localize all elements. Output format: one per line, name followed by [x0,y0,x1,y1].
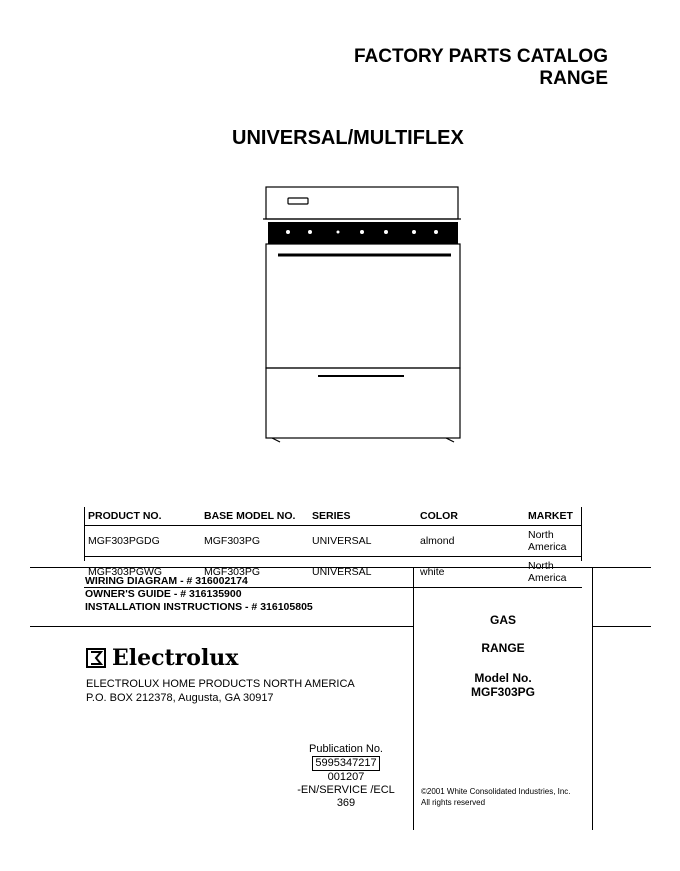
copyright [421,786,571,808]
divider-top [30,567,651,568]
copyright-line-2: All rights reserved [421,798,486,807]
publication-label: Publication No. [309,743,383,755]
company-address [86,677,355,705]
product-type: GAS [489,613,516,627]
model-label: Model No. [474,671,532,685]
publication-date: 001207 [327,771,365,783]
cell: North America [524,557,582,588]
owners-guide: OWNER'S GUIDE - # 316135900 [85,588,242,600]
publication-code: 369 [336,797,356,809]
company-name: ELECTROLUX HOME PRODUCTS NORTH AMERICA [86,678,355,690]
logo-wordmark: Electrolux [112,645,239,671]
publication-service: -EN/SERVICE /ECL [297,784,395,796]
col-series: SERIES [308,507,416,526]
cell: UNIVERSAL [308,557,416,588]
copyright-line-1: ©2001 White Consolidated Industries, Inc. [421,787,571,796]
publication-number: 5995347217 [312,756,379,771]
cell: UNIVERSAL [308,526,416,557]
divider-vertical-right [592,567,593,830]
col-base-model-no: BASE MODEL NO. [200,507,308,526]
col-color: COLOR [416,507,524,526]
cell: almond [416,526,524,557]
catalog-subtitle: UNIVERSAL/MULTIFLEX [232,127,464,149]
document-references [85,575,313,614]
installation-instructions: INSTALLATION INSTRUCTIONS - # 316105805 [85,601,313,613]
divider-mid-right [592,626,651,627]
cell: MGF303PG [200,557,308,588]
cell: MGF303PG [200,526,308,557]
wiring-diagram: WIRING DIAGRAM - # 316002174 [85,575,248,587]
cell: MGF303PGWG [84,557,200,588]
title-line-2: RANGE [539,68,608,89]
table-border [84,507,582,561]
title-line-1: FACTORY PARTS CATALOG [353,46,608,67]
cell: MGF303PGDG [84,526,200,557]
cell: North America [524,526,582,557]
electrolux-logo [86,645,238,671]
publication-info [296,743,396,810]
electrolux-logo-icon [86,648,106,668]
product-category: RANGE [481,641,525,655]
catalog-title [354,46,608,90]
postal-address: P.O. BOX 212378, Augusta, GA 30917 [86,692,274,704]
col-market: MARKET [524,507,582,526]
cell: white [416,557,524,588]
product-type-box [414,613,592,699]
col-product-no: PRODUCT NO. [84,507,200,526]
model-number: MGF303PG [470,685,536,699]
divider-mid-left [30,626,414,627]
range-illustration [258,184,468,446]
